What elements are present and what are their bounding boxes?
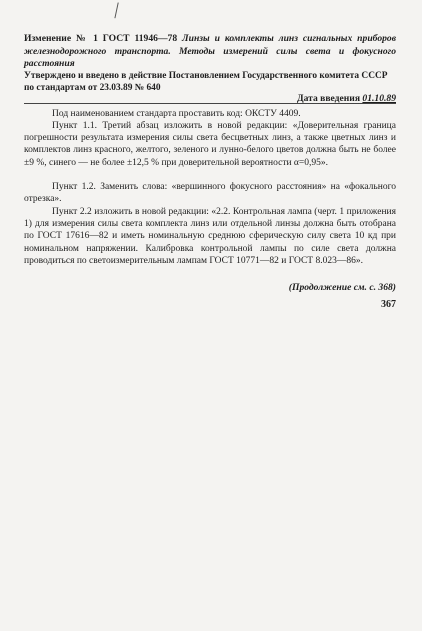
paragraph-okstu-code (24, 108, 396, 120)
paragraph-text: Пункт 2.2 изложить в новой редакции: «2.2. Контрольная лампа (черт. 1 приложения 1) для измерения силы света комплекта линз или отдельной линзы должна быть отобрана по ГОСТ 17616—82 и иметь номинальную среднюю сферическую силу света 10 кд при номинальном напряжении. Калибровка контрольной лампы по силе света должна проводиться по светоизмерительным лампам ГОСТ 10771—82 и ГОСТ 8.023—86». (24, 207, 396, 266)
continuation-note: (Продолжение см. с. 368) (288, 282, 396, 293)
standard-name: Линзы и комплекты линз сигнальных приборов железнодорожного транспорта. Методы измерений силы света и фокусного расстояния (24, 33, 396, 69)
paragraph-item-2-2 (24, 206, 396, 267)
amendment-number: Изменение № 1 ГОСТ 11946—78 (24, 33, 178, 44)
scan-mark (114, 2, 124, 19)
approval-statement: Утверждено и введено в действие Постановлением Государственного комитета СССР по стандартам от 23.03.89 № 640 (24, 71, 388, 93)
paragraph-item-1-2 (24, 181, 396, 205)
page-number: 367 (381, 299, 396, 310)
effective-date-value: 01.10.89 (362, 93, 396, 104)
effective-date-label: Дата введения (296, 93, 363, 104)
paragraph-item-1-1 (24, 120, 396, 169)
paragraph-text: Пункт 1.1. Третий абзац изложить в новой редакции: «Доверительная граница погрешности результата измерения силы света бесцветных линз, а также цветных линз и комплектов линз красного, желтого, зеленого и лунно-белого цветов должна быть не более ±9 %, синего — не более ±12,5 % при доверительной вероятности α=0,95». (24, 121, 396, 168)
amendment-title (24, 33, 396, 71)
paragraph-text: Пункт 1.2. Заменить слова: «вершинного фокусного расстояния» на «фокального отрезка». (24, 182, 396, 205)
separator-line (24, 103, 396, 104)
paragraph-text: Под наименованием стандарта проставить код: ОКСТУ 4409. (52, 109, 301, 119)
